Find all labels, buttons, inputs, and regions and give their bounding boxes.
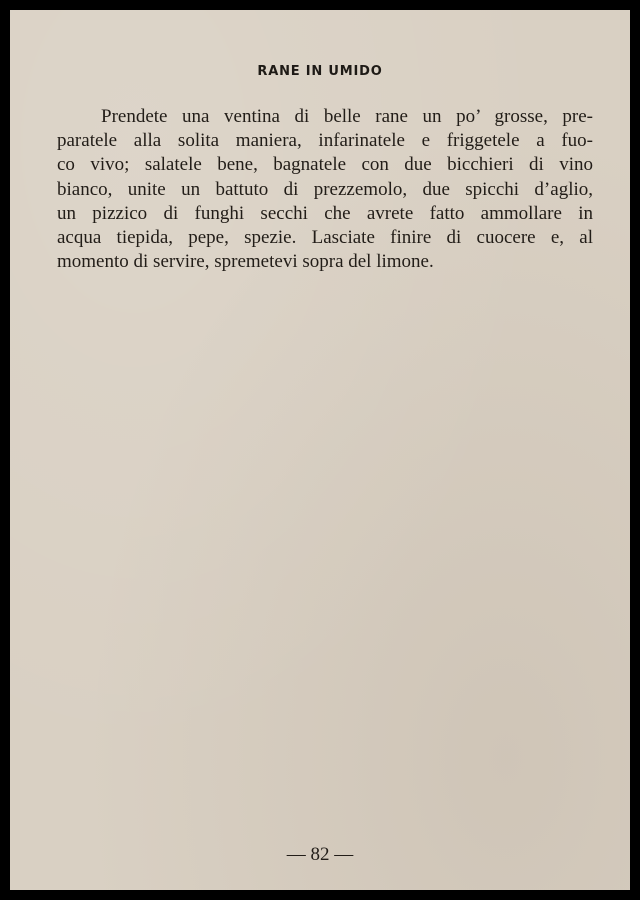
body-line: co vivo; salatele bene, bagnatele con due bicchieri di vino (57, 154, 593, 176)
body-line: bianco, unite un battuto di prezzemolo, due spicchi d’aglio, (57, 178, 593, 200)
body-line: paratele alla solita maniera, infarinatele e friggetele a fuo- (57, 130, 593, 152)
body-line: Prendete una ventina di belle rane un po’ grosse, pre- (101, 106, 593, 127)
body-line: un pizzico di funghi secchi che avrete fatto ammollare in (57, 202, 593, 224)
body-line: momento di servire, spremetevi sopra del limone. (57, 251, 434, 273)
page-number: — 82 — (286, 844, 354, 865)
recipe-body (57, 105, 593, 274)
book-page (10, 10, 630, 890)
body-line: acqua tiepida, pepe, spezie. Lasciate finire di cuocere e, al (57, 227, 593, 249)
recipe-title: RANE IN UMIDO (257, 64, 383, 79)
